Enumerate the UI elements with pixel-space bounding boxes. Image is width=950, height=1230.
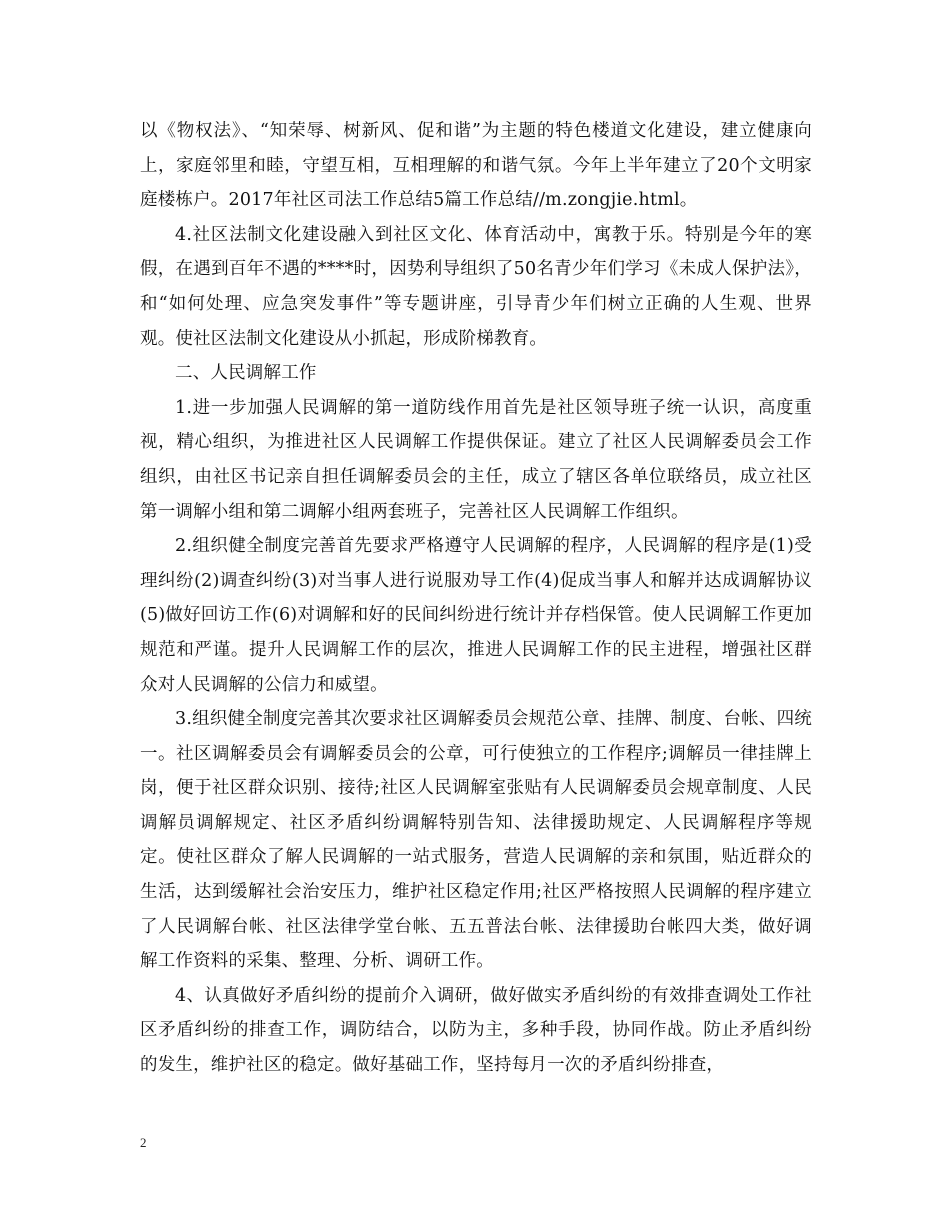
section-heading: 二、人民调解工作 [175, 363, 317, 384]
document-page [140, 114, 812, 1083]
paragraph: 2.组织健全制度完善首先要求严格遵守人民调解的程序，人民调解的程序是(1)受理纠纷(2)调查纠纷(3)对当事人进行说服劝导工作(4)促成当事人和解并达成调解协议(5)做好回访工作(6)对调解和好的民间纠纷进行统计并存档保管。使人民调解工作更加规范和严谨。提升人民调解工作的层次，推进人民调解工作的民主进程，增强社区群众对人民调解的公信力和威望。 [140, 536, 812, 695]
page-number: 2 [140, 1135, 147, 1150]
paragraph: 4、认真做好矛盾纠纷的提前介入调研，做好做实矛盾纠纷的有效排查调处工作社区矛盾纠纷的排查工作，调防结合，以防为主，多种手段，协同作战。防止矛盾纠纷的发生，维护社区的稳定。做好基础工作，坚持每月一次的矛盾纠纷排查， [140, 985, 812, 1076]
paragraph: 以《物权法》、“知荣辱、树新风、促和谐”为主题的特色楼道文化建设，建立健康向上，家庭邻里和睦，守望互相，互相理解的和谐气氛。今年上半年建立了20个文明家庭楼栋户。2017年社区司法工作总结5篇工作总结//m.zongjie.html。 [140, 121, 812, 211]
paragraph: 1.进一步加强人民调解的第一道防线作用首先是社区领导班子统一认识，高度重视，精心组织，为推进社区人民调解工作提供保证。建立了社区人民调解委员会工作组织，由社区书记亲自担任调解委员会的主任，成立了辖区各单位联络员，成立社区第一调解小组和第二调解小组两套班子，完善社区人民调解工作组织。 [140, 397, 812, 522]
paragraph: 4.社区法制文化建设融入到社区文化、体育活动中，寓教于乐。特别是今年的寒假，在遇到百年不遇的****时，因势利导组织了50名青少年们学习《未成人保护法》，和“如何处理、应急突发事件”等专题讲座，引导青少年们树立正确的人生观、世界观。使社区法制文化建设从小抓起，形成阶梯教育。 [140, 224, 812, 349]
paragraph: 3.组织健全制度完善其次要求社区调解委员会规范公章、挂牌、制度、台帐、四统一。社区调解委员会有调解委员会的公章，可行使独立的工作程序;调解员一律挂牌上岗，便于社区群众识别、接待;社区人民调解室张贴有人民调解委员会规章制度、人民调解员调解规定、社区矛盾纠纷调解特别告知、法律援助规定、人民调解程序等规定。使社区群众了解人民调解的一站式服务，营造人民调解的亲和氛围，贴近群众的生活，达到缓解社会治安压力，维护社区稳定作用;社区严格按照人民调解的程序建立了人民调解台帐、社区法律学堂台帐、五五普法台帐、法律援助台帐四大类，做好调解工作资料的采集、整理、分析、调研工作。 [140, 709, 812, 972]
